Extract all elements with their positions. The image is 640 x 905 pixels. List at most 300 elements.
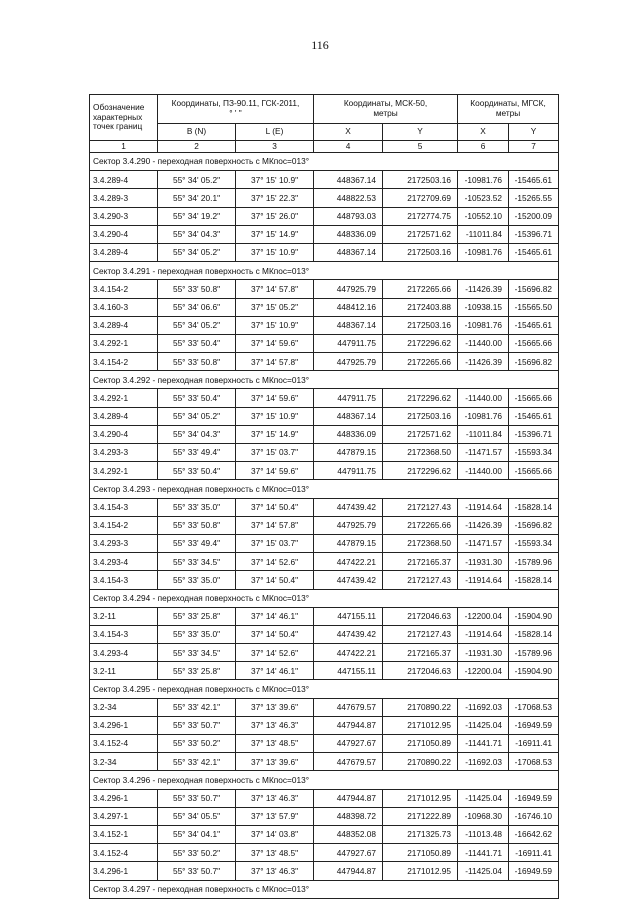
longitude-cell: 37° 14' 52.6" — [236, 553, 314, 571]
msk-y-cell: 2172571.62 — [383, 225, 458, 243]
header-msk50 — [314, 95, 458, 124]
point-id-cell: 3.4.154-3 — [90, 625, 158, 643]
point-id-cell: 3.4.160-3 — [90, 298, 158, 316]
latitude-cell: 55° 33' 50.7" — [158, 862, 236, 880]
sector-title: Сектор 3.4.293 - переходная поверхность с МКпос=013° — [90, 480, 559, 498]
msk-x-cell: 448367.14 — [314, 407, 383, 425]
latitude-cell: 55° 33' 25.8" — [158, 607, 236, 625]
longitude-cell: 37° 14' 57.8" — [236, 280, 314, 298]
header-l: L (E) — [236, 124, 314, 141]
header-b: B (N) — [158, 124, 236, 141]
msk-y-cell: 2172296.62 — [383, 462, 458, 480]
latitude-cell: 55° 34' 04.3" — [158, 425, 236, 443]
latitude-cell: 55° 34' 20.1" — [158, 189, 236, 207]
msk-x-cell: 447911.75 — [314, 334, 383, 352]
mgsk-x-cell: -11011.84 — [458, 225, 509, 243]
latitude-cell: 55° 33' 35.0" — [158, 571, 236, 589]
msk-x-cell: 448336.09 — [314, 225, 383, 243]
point-id-cell: 3.4.292-1 — [90, 462, 158, 480]
sector-title: Сектор 3.4.291 - переходная поверхность с МКпос=013° — [90, 262, 559, 280]
table-row — [90, 462, 559, 480]
msk-y-cell: 2172368.50 — [383, 444, 458, 462]
sector-title-row — [90, 680, 559, 698]
latitude-cell: 55° 33' 50.8" — [158, 353, 236, 371]
msk-y-cell: 2172503.16 — [383, 171, 458, 189]
msk-y-cell: 2172296.62 — [383, 389, 458, 407]
msk-y-cell: 2170890.22 — [383, 753, 458, 771]
latitude-cell: 55° 33' 50.7" — [158, 716, 236, 734]
mgsk-x-cell: -11440.00 — [458, 389, 509, 407]
mgsk-y-cell: -15465.61 — [509, 316, 559, 334]
column-index: 7 — [509, 141, 559, 153]
mgsk-y-cell: -15828.14 — [509, 498, 559, 516]
msk-x-cell: 448352.08 — [314, 825, 383, 843]
mgsk-y-cell: -15396.71 — [509, 425, 559, 443]
column-index: 1 — [90, 141, 158, 153]
table-row — [90, 716, 559, 734]
point-id-cell: 3.4.290-3 — [90, 207, 158, 225]
mgsk-y-cell: -16949.59 — [509, 716, 559, 734]
page-number: 116 — [311, 38, 329, 52]
table-row — [90, 825, 559, 843]
column-index: 3 — [236, 141, 314, 153]
latitude-cell: 55° 33' 34.5" — [158, 644, 236, 662]
sector-title: Сектор 3.4.292 - переходная поверхность с МКпос=013° — [90, 371, 559, 389]
mgsk-x-cell: -11426.39 — [458, 353, 509, 371]
msk-x-cell: 447879.15 — [314, 534, 383, 552]
longitude-cell: 37° 15' 26.0" — [236, 207, 314, 225]
point-id-cell: 3.4.154-3 — [90, 571, 158, 589]
point-id-cell: 3.4.290-4 — [90, 425, 158, 443]
point-id-cell: 3.4.297-1 — [90, 807, 158, 825]
longitude-cell: 37° 13' 48.5" — [236, 735, 314, 753]
msk-y-cell: 2172265.66 — [383, 280, 458, 298]
longitude-cell: 37° 13' 57.9" — [236, 807, 314, 825]
longitude-cell: 37° 14' 46.1" — [236, 662, 314, 680]
msk-x-cell: 447911.75 — [314, 389, 383, 407]
table-row — [90, 189, 559, 207]
msk-x-cell: 447155.11 — [314, 662, 383, 680]
header-mgsk-units: метры — [495, 108, 521, 118]
msk-x-cell: 447879.15 — [314, 444, 383, 462]
longitude-cell: 37° 14' 59.6" — [236, 334, 314, 352]
mgsk-x-cell: -10981.76 — [458, 171, 509, 189]
table-row — [90, 607, 559, 625]
mgsk-x-cell: -11425.04 — [458, 862, 509, 880]
msk-y-cell: 2172774.75 — [383, 207, 458, 225]
table-row — [90, 498, 559, 516]
msk-x-cell: 447944.87 — [314, 789, 383, 807]
latitude-cell: 55° 33' 50.2" — [158, 844, 236, 862]
msk-x-cell: 447944.87 — [314, 862, 383, 880]
header-point-designation — [90, 95, 158, 141]
latitude-cell: 55° 34' 05.2" — [158, 316, 236, 334]
table-row — [90, 571, 559, 589]
table-row — [90, 644, 559, 662]
longitude-cell: 37° 13' 39.6" — [236, 753, 314, 771]
point-id-cell: 3.2-11 — [90, 607, 158, 625]
latitude-cell: 55° 34' 05.2" — [158, 407, 236, 425]
mgsk-x-cell: -11692.03 — [458, 698, 509, 716]
table-row — [90, 225, 559, 243]
msk-y-cell: 2172709.69 — [383, 189, 458, 207]
header-mgsk-title: Координаты, МГСК, — [470, 98, 546, 109]
msk-x-cell: 447439.42 — [314, 625, 383, 643]
longitude-cell: 37° 14' 50.4" — [236, 571, 314, 589]
table-row — [90, 789, 559, 807]
msk-x-cell: 448367.14 — [314, 316, 383, 334]
latitude-cell: 55° 34' 05.2" — [158, 171, 236, 189]
column-index-row — [90, 141, 559, 153]
msk-y-cell: 2172127.43 — [383, 498, 458, 516]
point-id-cell: 3.4.292-1 — [90, 334, 158, 352]
mgsk-x-cell: -10552.10 — [458, 207, 509, 225]
msk-x-cell: 448793.03 — [314, 207, 383, 225]
table-row — [90, 207, 559, 225]
header-pz90-units: ° ' " — [229, 108, 242, 118]
msk-x-cell: 448367.14 — [314, 171, 383, 189]
column-index: 4 — [314, 141, 383, 153]
point-id-cell: 3.4.289-3 — [90, 189, 158, 207]
table-row — [90, 334, 559, 352]
point-id-cell: 3.4.289-4 — [90, 243, 158, 261]
msk-x-cell: 447927.67 — [314, 735, 383, 753]
mgsk-x-cell: -11441.71 — [458, 844, 509, 862]
msk-x-cell: 448398.72 — [314, 807, 383, 825]
mgsk-y-cell: -15665.66 — [509, 462, 559, 480]
point-id-cell: 3.4.152-1 — [90, 825, 158, 843]
mgsk-x-cell: -11471.57 — [458, 444, 509, 462]
longitude-cell: 37° 14' 52.6" — [236, 644, 314, 662]
mgsk-y-cell: -15200.09 — [509, 207, 559, 225]
mgsk-x-cell: -12200.04 — [458, 607, 509, 625]
mgsk-y-cell: -15565.50 — [509, 298, 559, 316]
msk-y-cell: 2172046.63 — [383, 607, 458, 625]
table-row — [90, 171, 559, 189]
table-row — [90, 444, 559, 462]
msk-x-cell: 447422.21 — [314, 644, 383, 662]
mgsk-y-cell: -17068.53 — [509, 753, 559, 771]
header-y-msk: Y — [383, 124, 458, 141]
table-row — [90, 735, 559, 753]
msk-y-cell: 2172403.88 — [383, 298, 458, 316]
table-row — [90, 753, 559, 771]
msk-y-cell: 2172571.62 — [383, 425, 458, 443]
latitude-cell: 55° 33' 50.8" — [158, 280, 236, 298]
mgsk-x-cell: -12200.04 — [458, 662, 509, 680]
table-row — [90, 280, 559, 298]
longitude-cell: 37° 14' 57.8" — [236, 353, 314, 371]
mgsk-x-cell: -10981.76 — [458, 316, 509, 334]
mgsk-y-cell: -16949.59 — [509, 789, 559, 807]
longitude-cell: 37° 14' 57.8" — [236, 516, 314, 534]
mgsk-x-cell: -11440.00 — [458, 334, 509, 352]
latitude-cell: 55° 33' 49.4" — [158, 534, 236, 552]
msk-x-cell: 447925.79 — [314, 280, 383, 298]
mgsk-x-cell: -11425.04 — [458, 789, 509, 807]
coordinates-table-body — [90, 95, 559, 899]
longitude-cell: 37° 14' 59.6" — [236, 462, 314, 480]
mgsk-y-cell: -15828.14 — [509, 625, 559, 643]
point-id-cell: 3.4.289-4 — [90, 316, 158, 334]
msk-x-cell: 447439.42 — [314, 498, 383, 516]
longitude-cell: 37° 15' 10.9" — [236, 316, 314, 334]
point-id-cell: 3.4.152-4 — [90, 735, 158, 753]
table-row — [90, 407, 559, 425]
sector-title-row — [90, 153, 559, 171]
longitude-cell: 37° 13' 48.5" — [236, 844, 314, 862]
mgsk-x-cell: -11931.30 — [458, 553, 509, 571]
header-msk50-units: метры — [373, 108, 398, 118]
mgsk-y-cell: -15904.90 — [509, 662, 559, 680]
msk-y-cell: 2171325.73 — [383, 825, 458, 843]
msk-y-cell: 2171050.89 — [383, 735, 458, 753]
table-row — [90, 389, 559, 407]
table-row — [90, 298, 559, 316]
point-id-cell: 3.4.290-4 — [90, 225, 158, 243]
mgsk-y-cell: -17068.53 — [509, 698, 559, 716]
mgsk-x-cell: -11914.64 — [458, 571, 509, 589]
longitude-cell: 37° 14' 59.6" — [236, 389, 314, 407]
table-row — [90, 844, 559, 862]
mgsk-y-cell: -15904.90 — [509, 607, 559, 625]
table-row — [90, 425, 559, 443]
table-row — [90, 807, 559, 825]
latitude-cell: 55° 33' 50.4" — [158, 389, 236, 407]
point-id-cell: 3.4.289-4 — [90, 171, 158, 189]
header-point-line-2: характерных — [93, 111, 143, 122]
longitude-cell: 37° 14' 46.1" — [236, 607, 314, 625]
mgsk-x-cell: -11914.64 — [458, 625, 509, 643]
sector-title-row — [90, 262, 559, 280]
longitude-cell: 37° 15' 22.3" — [236, 189, 314, 207]
mgsk-x-cell: -11692.03 — [458, 753, 509, 771]
latitude-cell: 55° 34' 04.3" — [158, 225, 236, 243]
msk-y-cell: 2172127.43 — [383, 571, 458, 589]
latitude-cell: 55° 33' 25.8" — [158, 662, 236, 680]
point-id-cell: 3.2-11 — [90, 662, 158, 680]
msk-x-cell: 447911.75 — [314, 462, 383, 480]
mgsk-y-cell: -15665.66 — [509, 334, 559, 352]
sector-title: Сектор 3.4.290 - переходная поверхность с МКпос=013° — [90, 153, 559, 171]
msk-y-cell: 2172503.16 — [383, 316, 458, 334]
table-row — [90, 662, 559, 680]
coordinates-table — [89, 94, 559, 899]
point-id-cell: 3.4.293-3 — [90, 444, 158, 462]
sector-title: Сектор 3.4.294 - переходная поверхность с МКпос=013° — [90, 589, 559, 607]
msk-y-cell: 2172503.16 — [383, 243, 458, 261]
table-row — [90, 553, 559, 571]
latitude-cell: 55° 33' 34.5" — [158, 553, 236, 571]
longitude-cell: 37° 14' 50.4" — [236, 625, 314, 643]
header-row-sub — [90, 124, 559, 141]
table-row — [90, 243, 559, 261]
mgsk-x-cell: -11011.84 — [458, 425, 509, 443]
point-id-cell: 3.4.293-4 — [90, 553, 158, 571]
longitude-cell: 37° 15' 03.7" — [236, 534, 314, 552]
mgsk-x-cell: -10968.30 — [458, 807, 509, 825]
header-msk50-title: Координаты, МСК-50, — [343, 98, 428, 109]
longitude-cell: 37° 13' 46.3" — [236, 789, 314, 807]
msk-x-cell: 448367.14 — [314, 243, 383, 261]
header-point-line-1: Обозначение — [93, 102, 145, 113]
mgsk-x-cell: -11471.57 — [458, 534, 509, 552]
msk-y-cell: 2172165.37 — [383, 553, 458, 571]
longitude-cell: 37° 15' 10.9" — [236, 243, 314, 261]
longitude-cell: 37° 14' 50.4" — [236, 498, 314, 516]
latitude-cell: 55° 34' 05.2" — [158, 243, 236, 261]
msk-x-cell: 447155.11 — [314, 607, 383, 625]
header-x-msk: X — [314, 124, 383, 141]
table-row — [90, 534, 559, 552]
mgsk-y-cell: -15396.71 — [509, 225, 559, 243]
table-row — [90, 625, 559, 643]
point-id-cell: 3.4.293-4 — [90, 644, 158, 662]
mgsk-y-cell: -15696.82 — [509, 516, 559, 534]
point-id-cell: 3.4.152-4 — [90, 844, 158, 862]
mgsk-x-cell: -10523.52 — [458, 189, 509, 207]
point-id-cell: 3.2-34 — [90, 753, 158, 771]
mgsk-x-cell: -11440.00 — [458, 462, 509, 480]
column-index: 6 — [458, 141, 509, 153]
longitude-cell: 37° 15' 14.9" — [236, 425, 314, 443]
header-y-mgsk: Y — [509, 124, 559, 141]
latitude-cell: 55° 33' 50.2" — [158, 735, 236, 753]
msk-x-cell: 448822.53 — [314, 189, 383, 207]
mgsk-x-cell: -10938.15 — [458, 298, 509, 316]
mgsk-y-cell: -15465.61 — [509, 407, 559, 425]
latitude-cell: 55° 33' 42.1" — [158, 698, 236, 716]
msk-x-cell: 447925.79 — [314, 516, 383, 534]
mgsk-y-cell: -16911.41 — [509, 735, 559, 753]
msk-x-cell: 447927.67 — [314, 844, 383, 862]
latitude-cell: 55° 34' 04.1" — [158, 825, 236, 843]
longitude-cell: 37° 13' 39.6" — [236, 698, 314, 716]
mgsk-x-cell: -11931.30 — [458, 644, 509, 662]
longitude-cell: 37° 13' 46.3" — [236, 862, 314, 880]
mgsk-x-cell: -11441.71 — [458, 735, 509, 753]
header-pz90 — [158, 95, 314, 124]
latitude-cell: 55° 34' 19.2" — [158, 207, 236, 225]
sector-title-row — [90, 371, 559, 389]
mgsk-y-cell: -15665.66 — [509, 389, 559, 407]
latitude-cell: 55° 33' 50.8" — [158, 516, 236, 534]
longitude-cell: 37° 15' 05.2" — [236, 298, 314, 316]
mgsk-x-cell: -11013.48 — [458, 825, 509, 843]
msk-y-cell: 2170890.22 — [383, 698, 458, 716]
latitude-cell: 55° 33' 42.1" — [158, 753, 236, 771]
msk-x-cell: 448412.16 — [314, 298, 383, 316]
mgsk-x-cell: -11914.64 — [458, 498, 509, 516]
msk-x-cell: 447944.87 — [314, 716, 383, 734]
column-index: 5 — [383, 141, 458, 153]
msk-y-cell: 2171050.89 — [383, 844, 458, 862]
latitude-cell: 55° 34' 05.5" — [158, 807, 236, 825]
sector-title-row — [90, 771, 559, 789]
latitude-cell: 55° 33' 35.0" — [158, 498, 236, 516]
table-row — [90, 316, 559, 334]
point-id-cell: 3.4.296-1 — [90, 716, 158, 734]
msk-y-cell: 2172296.62 — [383, 334, 458, 352]
header-row-top — [90, 95, 559, 124]
longitude-cell: 37° 15' 03.7" — [236, 444, 314, 462]
point-id-cell: 3.4.292-1 — [90, 389, 158, 407]
msk-x-cell: 447925.79 — [314, 353, 383, 371]
mgsk-y-cell: -15265.55 — [509, 189, 559, 207]
point-id-cell: 3.4.154-2 — [90, 280, 158, 298]
header-mgsk — [458, 95, 559, 124]
longitude-cell: 37° 15' 14.9" — [236, 225, 314, 243]
msk-y-cell: 2172165.37 — [383, 644, 458, 662]
mgsk-x-cell: -10981.76 — [458, 243, 509, 261]
msk-y-cell: 2171012.95 — [383, 716, 458, 734]
msk-x-cell: 448336.09 — [314, 425, 383, 443]
msk-y-cell: 2172127.43 — [383, 625, 458, 643]
header-pz90-title: Координаты, ПЗ-90.11, ГСК-2011, — [171, 98, 300, 109]
msk-x-cell: 447679.57 — [314, 753, 383, 771]
latitude-cell: 55° 33' 50.4" — [158, 334, 236, 352]
table-row — [90, 862, 559, 880]
msk-y-cell: 2171222.89 — [383, 807, 458, 825]
mgsk-y-cell: -15593.34 — [509, 534, 559, 552]
column-index: 2 — [158, 141, 236, 153]
longitude-cell: 37° 15' 10.9" — [236, 171, 314, 189]
mgsk-y-cell: -15465.61 — [509, 243, 559, 261]
latitude-cell: 55° 33' 35.0" — [158, 625, 236, 643]
mgsk-y-cell: -15789.96 — [509, 553, 559, 571]
point-id-cell: 3.4.293-3 — [90, 534, 158, 552]
sector-title-row — [90, 480, 559, 498]
msk-y-cell: 2172503.16 — [383, 407, 458, 425]
mgsk-y-cell: -16746.10 — [509, 807, 559, 825]
sector-title: Сектор 3.4.297 - переходная поверхность с МКпос=013° — [90, 880, 559, 898]
msk-y-cell: 2171012.95 — [383, 862, 458, 880]
table-row — [90, 698, 559, 716]
point-id-cell: 3.4.154-2 — [90, 516, 158, 534]
mgsk-y-cell: -15789.96 — [509, 644, 559, 662]
sector-title: Сектор 3.4.295 - переходная поверхность с МКпос=013° — [90, 680, 559, 698]
msk-x-cell: 447679.57 — [314, 698, 383, 716]
mgsk-y-cell: -15696.82 — [509, 353, 559, 371]
point-id-cell: 3.4.289-4 — [90, 407, 158, 425]
mgsk-y-cell: -15828.14 — [509, 571, 559, 589]
mgsk-y-cell: -15696.82 — [509, 280, 559, 298]
msk-x-cell: 447439.42 — [314, 571, 383, 589]
point-id-cell: 3.4.296-1 — [90, 789, 158, 807]
header-x-mgsk: X — [458, 124, 509, 141]
latitude-cell: 55° 33' 50.4" — [158, 462, 236, 480]
longitude-cell: 37° 14' 03.8" — [236, 825, 314, 843]
point-id-cell: 3.2-34 — [90, 698, 158, 716]
msk-y-cell: 2172265.66 — [383, 516, 458, 534]
longitude-cell: 37° 15' 10.9" — [236, 407, 314, 425]
mgsk-y-cell: -16642.62 — [509, 825, 559, 843]
latitude-cell: 55° 33' 50.7" — [158, 789, 236, 807]
msk-x-cell: 447422.21 — [314, 553, 383, 571]
msk-y-cell: 2172368.50 — [383, 534, 458, 552]
sector-title-row — [90, 589, 559, 607]
mgsk-x-cell: -10981.76 — [458, 407, 509, 425]
mgsk-y-cell: -16949.59 — [509, 862, 559, 880]
msk-y-cell: 2171012.95 — [383, 789, 458, 807]
table-row — [90, 353, 559, 371]
table-row — [90, 516, 559, 534]
mgsk-x-cell: -11425.04 — [458, 716, 509, 734]
mgsk-y-cell: -15593.34 — [509, 444, 559, 462]
msk-y-cell: 2172046.63 — [383, 662, 458, 680]
mgsk-x-cell: -11426.39 — [458, 280, 509, 298]
latitude-cell: 55° 33' 49.4" — [158, 444, 236, 462]
